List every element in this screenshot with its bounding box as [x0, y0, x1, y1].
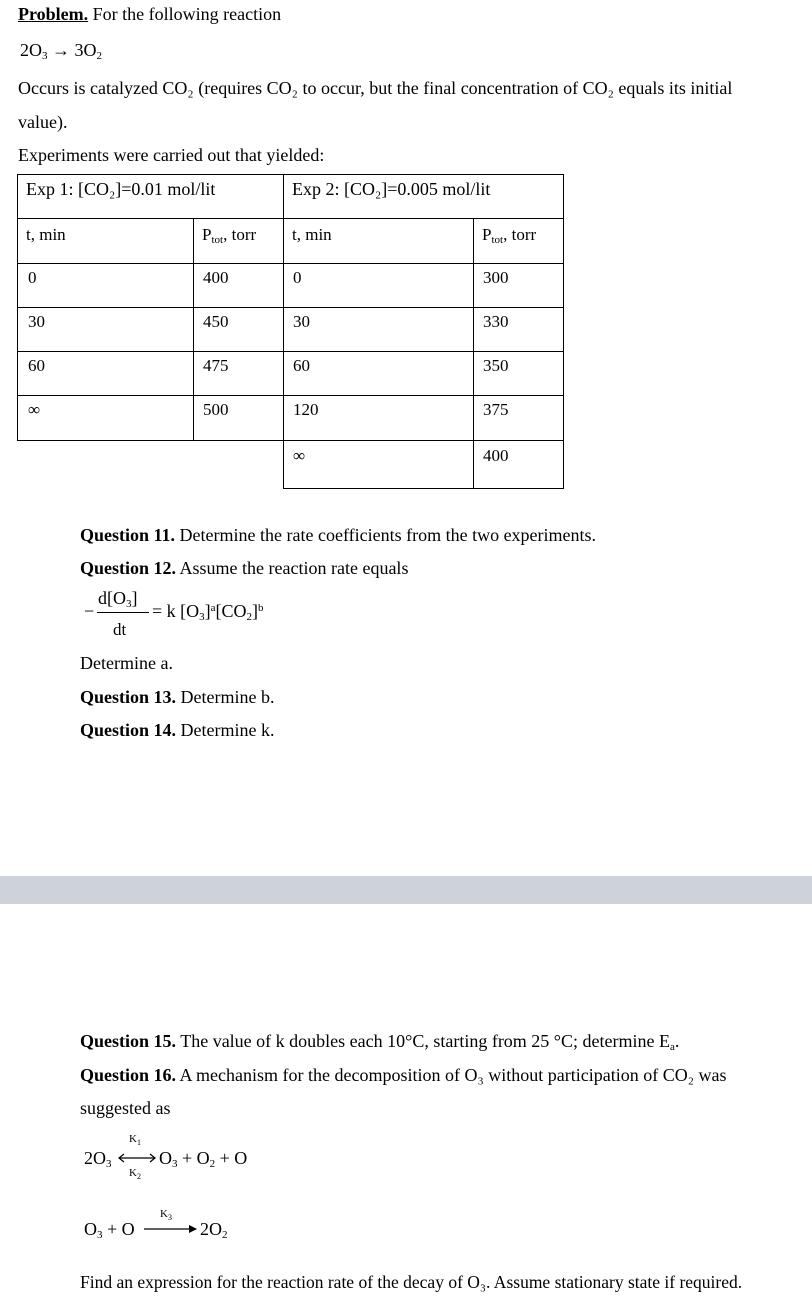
rate-rhs: = k $[O_3]^a[CO_2]^b$	[152, 601, 264, 623]
question-11-text: Determine the rate coefficients from the two experiments.	[179, 525, 597, 545]
question-14	[80, 720, 274, 741]
exp1-t-cell: 30	[28, 312, 45, 331]
question-11-label: Question 11.	[80, 525, 176, 545]
reactant: 2O	[20, 40, 42, 60]
exp1-t-cell: ∞	[28, 400, 41, 419]
forward-arrow-icon	[143, 1222, 199, 1236]
mech2-rhs: $2O_2$	[200, 1219, 228, 1241]
question-16-label: Question 16.	[80, 1065, 177, 1085]
exp2-title: Exp 2: [CO₂]=0.005 mol/lit	[292, 179, 491, 199]
table-border	[283, 488, 564, 489]
reactant-sub: 3	[42, 50, 48, 62]
exp1-t-cell: 0	[28, 268, 37, 287]
page-separator	[0, 876, 812, 904]
question-13	[80, 687, 274, 708]
problem-label: Problem.	[18, 4, 89, 24]
exp2-p-cell: 400	[483, 446, 509, 465]
exp2-col-t: t, min	[292, 225, 332, 244]
question-12-tail: Determine a.	[80, 653, 173, 673]
question-13-text: Determine b.	[180, 687, 275, 707]
reaction-arrow: →	[52, 40, 70, 60]
exp2-col-p: $P_{tot}$, torr	[482, 225, 537, 246]
exp1-col-p: $P_{tot}$, torr	[202, 225, 257, 246]
question-14-label: Question 14.	[80, 720, 177, 740]
exp1-p-cell: 500	[203, 400, 229, 419]
equilibrium-arrow-icon	[116, 1150, 158, 1166]
minus-sign: −	[84, 601, 95, 621]
exp1-title: Exp 1: [CO₂]=0.01 mol/lit	[26, 179, 216, 199]
table-border	[17, 174, 564, 175]
rate-denominator: dt	[113, 620, 127, 639]
table-border	[17, 307, 564, 308]
mech2-k3: $K_3$	[160, 1208, 172, 1222]
exp2-t-cell: ∞	[293, 446, 306, 465]
table-border	[563, 174, 564, 489]
table-border	[17, 263, 564, 264]
exp2-p-cell: 375	[483, 400, 509, 419]
exp1-p-cell: 400	[203, 268, 229, 287]
question-12-label: Question 12.	[80, 558, 177, 578]
mech1-k2: $K_2$	[129, 1167, 141, 1181]
product-sub: 2	[96, 50, 102, 62]
question-14-text: Determine k.	[180, 720, 275, 740]
question-16-text-2: suggested as	[80, 1098, 171, 1118]
exp1-p-cell: 450	[203, 312, 229, 331]
table-border	[17, 351, 564, 352]
exp1-p-cell: 475	[203, 356, 229, 375]
question-16-text: A mechanism for the decomposition of O₃ without participation of CO₂ was	[179, 1065, 727, 1085]
rate-numerator: $d[O_3]$	[98, 588, 138, 610]
question-15-sub: a	[669, 1041, 675, 1053]
question-12	[80, 558, 408, 579]
exp2-p-cell: 330	[483, 312, 509, 331]
mech1-k1: $K_1$	[129, 1133, 141, 1147]
exp2-t-cell: 120	[293, 400, 319, 419]
problem-paragraph-1b: value).	[18, 112, 68, 132]
problem-paragraph-1: Occurs is catalyzed CO₂ (requires CO₂ to occur, but the final concentration of CO₂ equals its initial	[18, 78, 733, 98]
exp2-t-cell: 0	[293, 268, 302, 287]
exp1-col-t: t, min	[26, 225, 66, 244]
table-border	[17, 440, 564, 441]
mech1-rhs: $O_3 + O_2 + O$	[159, 1148, 248, 1170]
problem-intro: For the following reaction	[92, 4, 282, 24]
final-instruction: Find an expression for the reaction rate of the decay of O₃. Assume stationary state if required.	[80, 1272, 743, 1292]
mech1-lhs: $2O_3$	[84, 1148, 112, 1170]
table-border	[473, 218, 474, 489]
product: 3O	[74, 40, 97, 60]
mech2-lhs: $O_3 + O$	[84, 1219, 135, 1241]
question-15-label: Question 15.	[80, 1031, 177, 1051]
question-12-text: Assume the reaction rate equals	[179, 558, 409, 578]
question-11	[80, 525, 596, 546]
problem-paragraph-2: Experiments were carried out that yielded:	[18, 145, 325, 165]
table-border	[283, 174, 284, 489]
question-13-label: Question 13.	[80, 687, 177, 707]
reaction-equation	[20, 40, 102, 61]
problem-heading	[18, 4, 281, 25]
table-border	[193, 218, 194, 441]
fraction-bar	[97, 612, 149, 613]
question-15: Question 15. The value of k doubles each 10°C, starting from 25 °C; determine $E_a$.	[80, 1031, 680, 1053]
exp2-t-cell: 30	[293, 312, 310, 331]
table-border	[17, 174, 18, 441]
table-border	[17, 395, 564, 396]
question-15-text: The value of k doubles each 10°C, starting from 25 °C; determine E	[180, 1031, 670, 1051]
exp2-t-cell: 60	[293, 356, 310, 375]
question-16	[80, 1065, 726, 1086]
exp1-t-cell: 60	[28, 356, 45, 375]
table-border	[17, 218, 564, 219]
exp2-p-cell: 350	[483, 356, 509, 375]
exp2-p-cell: 300	[483, 268, 509, 287]
